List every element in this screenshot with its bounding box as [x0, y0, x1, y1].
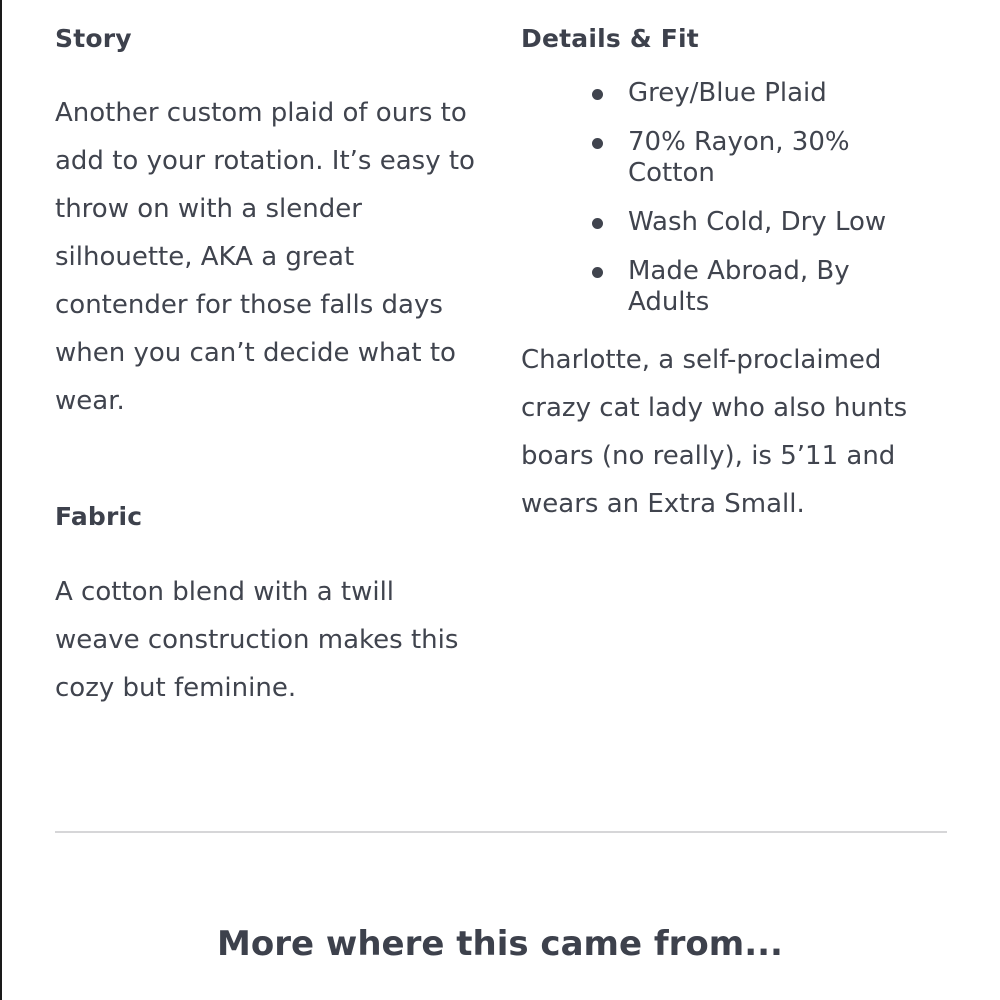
details-item — [521, 78, 898, 109]
bullet-icon — [592, 267, 603, 278]
details-fit-column — [521, 22, 961, 528]
details-item — [521, 207, 898, 238]
bullet-icon — [592, 218, 603, 229]
left-edge-border — [0, 0, 2, 1000]
section-divider — [55, 831, 947, 833]
details-item-label: Wash Cold, Dry Low — [628, 207, 887, 237]
model-fit-text: Charlotte, a self-proclaimed crazy cat lady who also hunts boars (no really), is 5’11 and wears an Extra Small. — [521, 345, 908, 519]
details-item-label: 70% Rayon, 30% Cotton — [628, 127, 850, 188]
details-item — [521, 256, 898, 318]
details-heading: Details & Fit — [521, 24, 699, 53]
details-item-label: Grey/Blue Plaid — [628, 78, 827, 108]
story-heading: Story — [55, 24, 132, 53]
story-text: Another custom plaid of ours to add to your rotation. It’s easy to throw on with a slender silhouette, AKA a great contender for those falls days when you can’t decide what to wear. — [55, 98, 475, 416]
more-section-title: More where this came from... — [217, 924, 783, 964]
details-item-label: Made Abroad, By Adults — [628, 256, 850, 317]
bullet-icon — [592, 89, 603, 100]
bullet-icon — [592, 138, 603, 149]
story-fabric-column — [55, 22, 495, 712]
details-list — [521, 78, 961, 318]
fabric-text: A cotton blend with a twill weave construction makes this cozy but feminine. — [55, 577, 459, 703]
fabric-heading: Fabric — [55, 502, 143, 531]
details-item — [521, 127, 898, 189]
